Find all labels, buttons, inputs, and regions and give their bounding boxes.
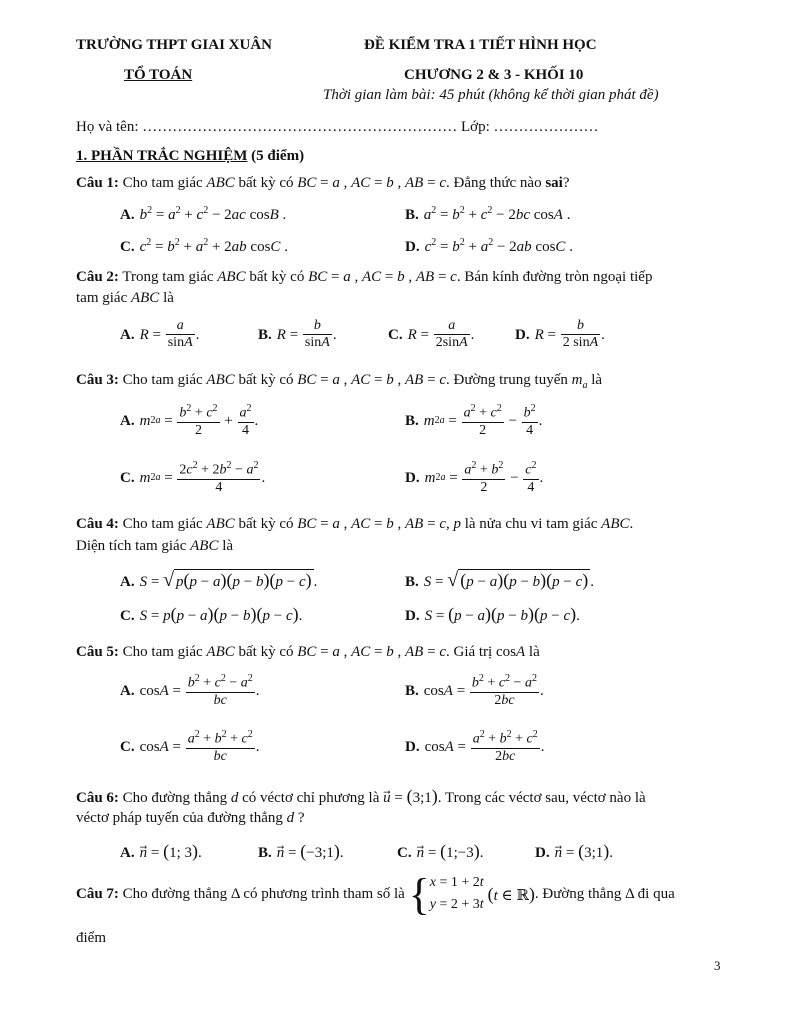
q4-option-b[interactable]: B. S = √ (p − a)(p − b)(p − c) . (405, 569, 595, 591)
time-limit: Thời gian làm bài: 45 phút (không kể thời gian phát đề) (323, 87, 659, 103)
department: TỔ TOÁN (124, 67, 193, 83)
school-name: TRƯỜNG THPT GIAI XUÂN (76, 37, 272, 53)
question-7: Câu 7: Cho đường thẳng Δ có phương trình tham số là { x = 1 + 2t y = 2 + 3t (t ∈ ℝ) . Đường thẳng Δ đi qua (76, 869, 675, 919)
q3-option-b[interactable]: B. m 2 a = $\frac{a^2 + c^2}{2}$ − $\frac{b^2}{4}$ . (405, 403, 543, 438)
exam-title: ĐỀ KIỂM TRA 1 TIẾT HÌNH HỌC (364, 37, 597, 53)
question-1: Câu 1: Cho tam giác ABC bất kỳ có BC = a , AC = b , AB = c. Đẳng thức nào sai? (76, 175, 570, 191)
question-6-line2: véctơ pháp tuyến của đường thẳng d ? (76, 810, 305, 826)
q2-option-d[interactable]: D. R = $\frac{b}{2 \sin A}$ . (515, 318, 605, 351)
question-2-line2: tam giác ABC là (76, 290, 174, 306)
q3-option-c[interactable]: C. m 2 a = $\frac{2c^2 + 2b^2 - a^2}{4}$ . (120, 460, 266, 495)
section-heading: 1. PHẦN TRẮC NGHIỆM (5 điểm) (76, 148, 305, 164)
q1-option-c[interactable]: C. $c^2 = b^2 + a^2 + 2ab$ cosC . (120, 237, 288, 255)
q1-option-b[interactable]: B. $a^2 = b^2 + c^2 - 2bc$ cosA . (405, 205, 571, 223)
q6-option-c[interactable]: C. n⃗ = (1;−3). (397, 841, 484, 861)
q1-option-a[interactable]: A. $b^2 = a^2 + c^2 - 2ac$ cosB . (120, 205, 287, 223)
q3-option-a[interactable]: A. m 2 a = $\frac{b^2 + c^2}{2}$ + $\frac{a^2}{4}$ . (120, 403, 259, 438)
q5-option-d[interactable]: D. cos A = $\frac{a^2 + b^2 + c^2}{2bc}$ . (405, 729, 545, 764)
q5-option-c[interactable]: C. cos A = $\frac{a^2 + b^2 + c^2}{bc}$ . (120, 729, 260, 764)
q4-option-d[interactable]: D. S = (p − a)(p − b)(p − c). (405, 604, 580, 624)
page-number: 3 (714, 958, 721, 973)
student-info-line: Họ và tên: ……………………………………………………… Lớp: ………………… (76, 119, 599, 135)
question-7-line2: điểm (76, 930, 106, 946)
chapter-title: CHƯƠNG 2 & 3 - KHỐI 10 (404, 67, 584, 83)
question-2: Câu 2: Trong tam giác ABC bất kỳ có BC = a , AC = b , AB = c. Bán kính đường tròn ngoại tiếp (76, 269, 653, 285)
question-6: Câu 6: Cho đường thẳng d có véctơ chỉ phương là u⃗ = (3;1). Trong các véctơ sau, véctơ nào là (76, 786, 646, 806)
q1-option-d[interactable]: D. $c^2 = b^2 + a^2 - 2ab$ cosC . (405, 237, 573, 255)
question-5: Câu 5: Cho tam giác ABC bất kỳ có BC = a , AC = b , AB = c. Giá trị cosA là (76, 644, 540, 660)
question-4: Câu 4: Cho tam giác ABC bất kỳ có BC = a , AC = b , AB = c, p là nửa chu vi tam giác ABC. (76, 516, 634, 532)
q2-option-a[interactable]: A. R = $\frac{a}{\sin A}$ . (120, 318, 200, 351)
q6-option-b[interactable]: B. n⃗ = (−3;1). (258, 841, 344, 861)
question-4-line2: Diện tích tam giác ABC là (76, 538, 234, 554)
q2-option-c[interactable]: C. R = $\frac{a}{2\sin A}$ . (388, 318, 475, 351)
q6-option-a[interactable]: A. n⃗ = (1; 3). (120, 841, 202, 861)
q2-option-b[interactable]: B. R = $\frac{b}{\sin A}$ . (258, 318, 337, 351)
q5-option-b[interactable]: B. cos A = $\frac{b^2 + c^2 - a^2}{2bc}$ . (405, 673, 544, 708)
q5-option-a[interactable]: A. cos A = $\frac{b^2 + c^2 - a^2}{bc}$ . (120, 673, 260, 708)
q4-option-a[interactable]: A. S = √ p(p − a)(p − b)(p − c) . (120, 569, 318, 591)
question-3: Câu 3: Cho tam giác ABC bất kỳ có BC = a , AC = b , AB = c. Đường trung tuyến $m_a$ là (76, 372, 603, 391)
q4-option-c[interactable]: C. S = p(p − a)(p − b)(p − c). (120, 604, 303, 624)
q6-option-d[interactable]: D. n⃗ = (3;1). (535, 841, 613, 861)
q3-option-d[interactable]: D. m 2 a = $\frac{a^2 + b^2}{2}$ − $\frac{c^2}{4}$ . (405, 460, 544, 495)
